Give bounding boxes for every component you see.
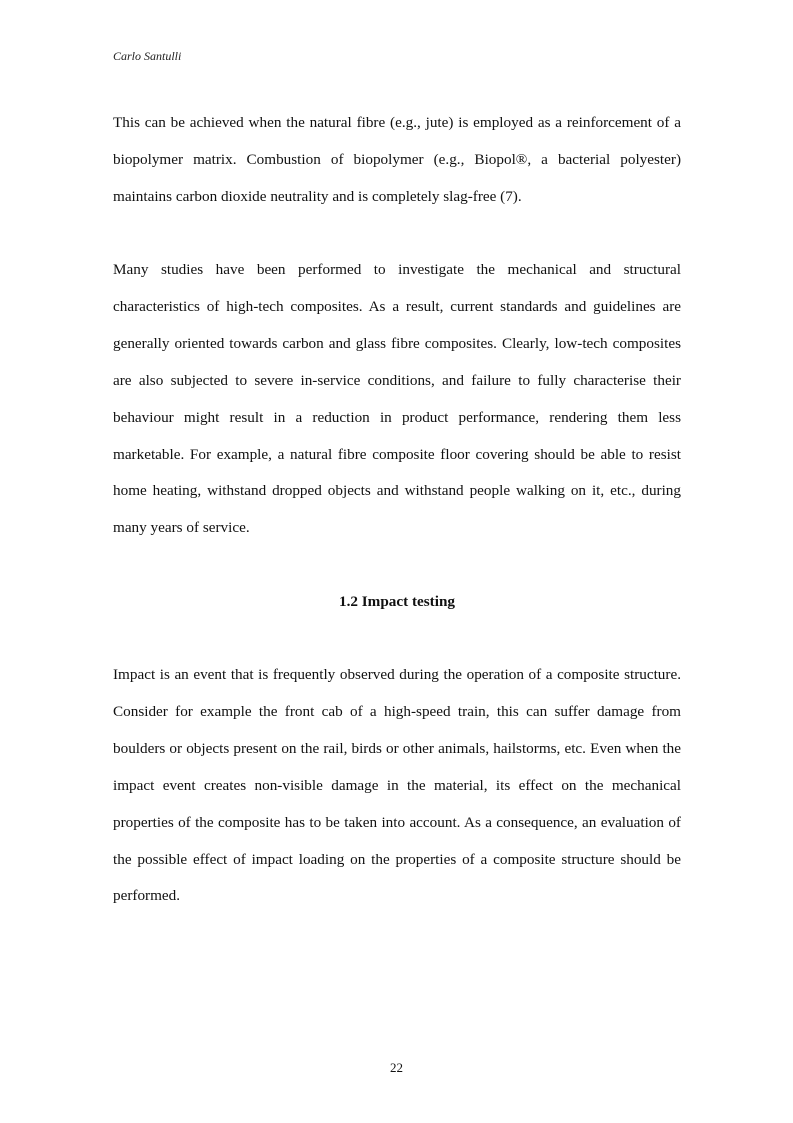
running-header-author: Carlo Santulli — [113, 49, 182, 63]
page-number: 22 — [390, 1060, 403, 1075]
body-paragraph: Many studies have been performed to investigate the mechanical and structural characteristics of high-tech composites. As a result, current standards and guidelines are generally oriented towards carbon and glass fibre composites. Clearly, low-tech composites are also subjected to severe in-service conditions, and failure to fully characterise their behaviour might result in a reduction in product performance, rendering them less marketable. For example, a natural fibre composite floor covering should be able to resist home heating, withstand dropped objects and withstand people walking on it, etc., during many years of service. — [113, 261, 681, 537]
section-heading: 1.2 Impact testing — [338, 593, 455, 610]
body-paragraph: This can be achieved when the natural fibre (e.g., jute) is employed as a reinforcement of a biopolymer matrix. Combustion of biopolymer (e.g., Biopol®, a bacterial polyester) maintains carbon dioxide neutrality and is completely slag-free (7). — [113, 114, 681, 205]
body-paragraph: Impact is an event that is frequently observed during the operation of a composite structure. Consider for example the front cab of a high-speed train, this can suffer damage from boulders or objects present on the rail, birds or other animals, hailstorms, etc. Even when the impact event creates non-visible damage in the material, its effect on the mechanical properties of the composite has to be taken into account. As a consequence, an evaluation of the possible effect of impact loading on the properties of a composite structure should be performed. — [113, 666, 681, 905]
